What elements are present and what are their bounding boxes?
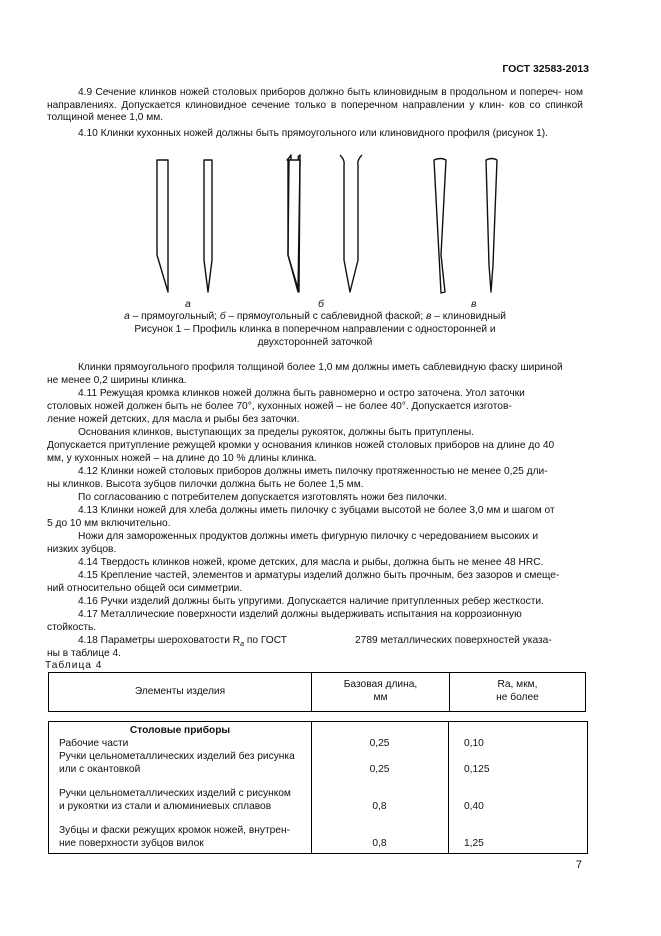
body-line: мм, у кухонных ножей – на длине до 10 % длины клинка. [47,453,317,464]
clause-4-14: 4.14 Твердость клинков ножей, кроме детских, для масла и рыбы, должна быть не менее 48 HRC. [78,557,544,568]
table-cell-length: 0,25 [369,764,390,775]
legend-v-text: – клиновидный [431,311,506,322]
table-row-name: или с окантовкой [59,764,141,775]
blade-b-right [340,155,362,292]
table-row-name: Зубцы и фаски режущих кромок ножей, внутрен- [59,825,290,836]
clause-4-13-line: 5 до 10 мм включительно. [47,518,171,529]
clause-4-18-text: 4.18 Параметры шероховатости R [78,635,241,646]
clause-4-17-line: стойкость. [47,622,97,633]
clause-4-15-line: 4.15 Крепление частей, элементов и арматуры изделий должно быть прочным, без зазоров и смеще- [78,570,560,581]
legend-a: а [124,311,130,322]
body-line: Основания клинков, выступающих за пределы рукояток, должны быть притуплены. [78,427,475,438]
body-line: низких зубцов. [47,544,117,555]
table-cell-ra: 1,25 [464,838,484,849]
table-title: Таблица 4 [45,660,103,671]
table-row-name: Ручки цельнометаллических изделий с рисунком [59,788,291,799]
header-base-length: Базовая длина, мм [312,673,450,712]
table-cell-ra: 0,40 [464,801,484,812]
blade-v-left [434,159,446,294]
table-row-name: ние поверхности зубцов вилок [59,838,204,849]
table-cell-length: 0,25 [369,738,390,749]
clause-4-12-line: ны клинков. Высота зубцов пилочки должна быть не более 1,5 мм. [47,479,364,490]
body-line: Допускается притупление режущей кромки у основания клинков ножей столовых приборов на длине до 40 [47,440,555,451]
clause-4-18-line: ны в таблице 4. [47,648,121,659]
clause-4-13-line: 4.13 Клинки ножей для хлеба должны иметь пилочку с зубцами высотой не более 3,0 мм и шагом от [78,505,555,516]
table-cell-length: 0,8 [372,838,387,849]
clause-4-9-line: 4.9 Сечение клинков ножей столовых приборов должно быть клиновидным в продольном и попереч- [78,87,562,98]
clause-4-12-line: 4.12 Клинки ножей столовых приборов должны иметь пилочку протяженностью не менее 0,25 дли- [78,466,548,477]
table-row-name: Ручки цельнометаллических изделий без рисунка [59,751,295,762]
clause-4-9-line: ков со спинкой толщиной менее 1,0 мм. [47,99,583,124]
header-elements: Элементы изделия [49,673,312,712]
figure-caption-line-2: двухсторонней заточкой [257,337,373,348]
roughness-subscript: a [240,641,244,649]
body-line: Ножи для замороженных продуктов должны иметь фигурную пилочку с чередованием высоких и [78,531,539,542]
legend-v: в [426,311,432,322]
clause-4-16: 4.16 Ручки изделий должны быть упругими. Допускается наличие притупленных ребер жесткости. [78,596,544,607]
clause-4-15-line: ний относительно общей оси симметрии. [47,583,243,594]
table-cell-length: 0,8 [372,801,387,812]
body-line: Клинки прямоугольного профиля толщиной более 1,0 мм должны иметь саблевидную фаску шириной [78,362,563,373]
blade-a-left [157,160,168,292]
table-cell-ra: 0,125 [464,764,490,775]
body-line: не менее 0,2 ширины клинка. [47,375,187,386]
figure-label-b: б [318,298,324,310]
table-body [48,721,588,854]
table-cell-ra: 0,10 [464,738,484,749]
clause-4-17-line: 4.17 Металлические поверхности изделий должны выдерживать испытания на коррозионную [78,609,522,620]
blade-v-right [486,159,497,293]
figure-caption-line-1: Рисунок 1 – Профиль клинка в поперечном направлении с односторонней и [134,324,496,335]
clause-4-11-line: столовых ножей должен быть не более 70°, кухонных ножей – не более 40°. Допускается изготов- [47,401,512,412]
clause-4-11-line: ление ножей детских, для масла и рыбы без заточки. [47,414,300,425]
page-number: 7 [575,859,582,871]
table-header [48,672,586,712]
figure-label-v: в [471,298,477,310]
legend-b: б [219,311,226,322]
clause-4-18-line: 2789 металлических поверхностей указа- [355,635,552,646]
blade-a-right [204,160,212,292]
legend-b-text: – прямоугольный с саблевидной фаской; [225,311,427,322]
table-row-name: и рукоятки из стали и алюминиевых сплавов [59,801,272,812]
document-code: ГОСТ 32583-2013 [502,63,589,75]
table-row-name: Рабочие части [59,738,129,749]
figure-legend [47,311,583,324]
body-line: По согласованию с потребителем допускается изготовлять ножи без пилочки. [78,492,448,503]
clause-4-10: 4.10 Клинки кухонных ножей должны быть прямоугольного или клиновидного профиля (рисунок 1). [78,128,549,139]
clause-4-18-text: по ГОСТ [244,635,287,646]
legend-a-text: – прямоугольный; [129,311,220,322]
header-ra: Ra, мкм, не более [450,673,586,712]
clause-4-11-line: 4.11 Режущая кромка клинков ножей должна быть равномерно и остро заточена. Угол заточки [78,388,525,399]
figure-label-a: а [185,298,191,310]
table-group-heading: Столовые приборы [129,725,231,736]
clause-4-9-line: ном направлениях. Допускается клиновидное сечение только в поперечном направлении у клин- [47,87,583,111]
